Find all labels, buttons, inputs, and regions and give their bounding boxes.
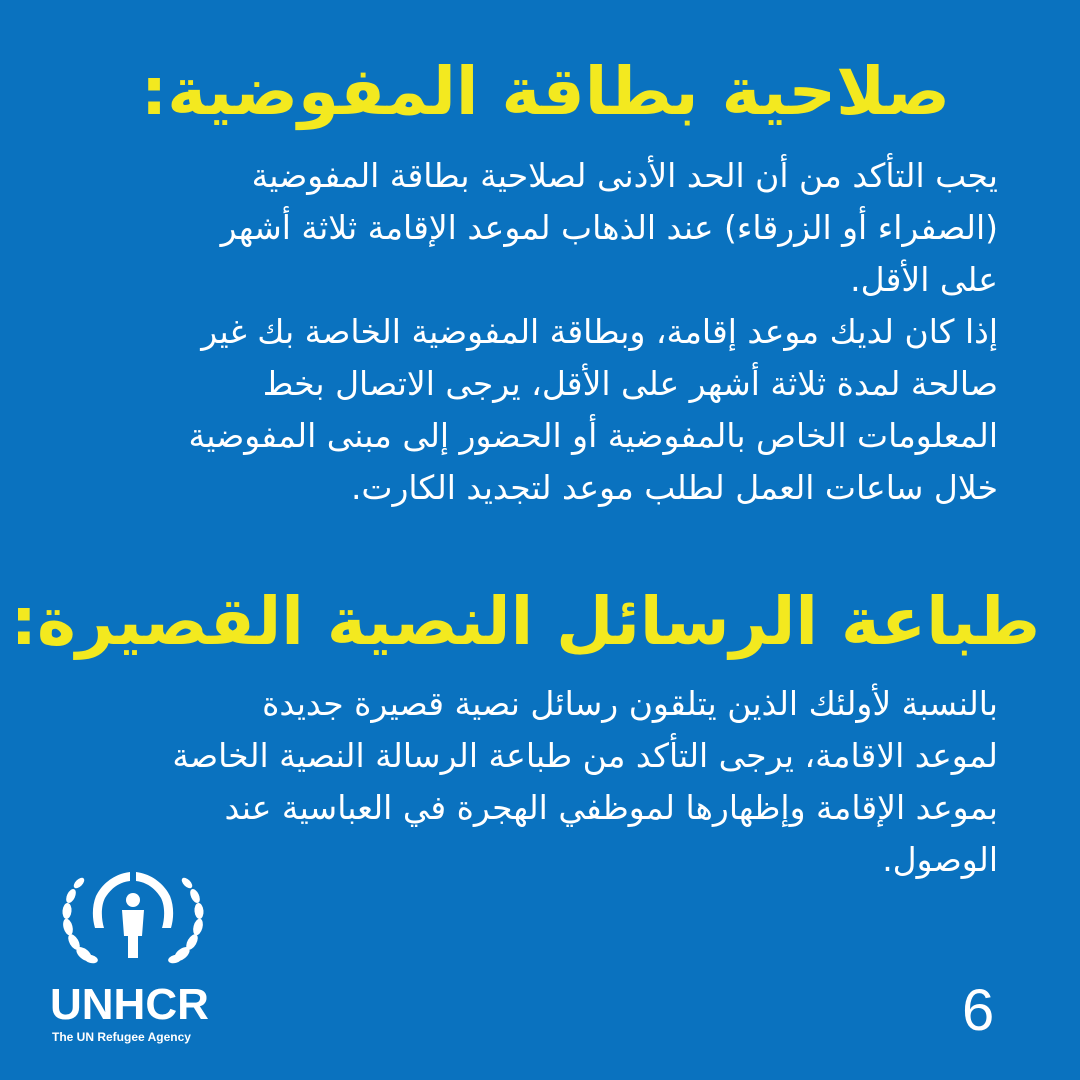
section-title-card-validity: صلاحية بطاقة المفوضية:: [140, 53, 950, 130]
section-body-card-validity: [38, 150, 998, 514]
body-line: صالحة لمدة ثلاثة أشهر على الأقل، يرجى الاتصال بخط: [262, 364, 998, 403]
section-body-sms-printing: [38, 678, 998, 886]
section-title-sms-printing: طباعة الرسائل النصية القصيرة:: [10, 583, 1040, 660]
unhcr-logo: [50, 866, 220, 1046]
unhcr-emblem-icon: [58, 866, 208, 976]
body-line: الوصول.: [882, 840, 998, 879]
unhcr-wordmark: UNHCR: [50, 980, 209, 1029]
page-number: 6: [962, 978, 995, 1043]
body-line: على الأقل.: [850, 260, 998, 299]
body-line: بالنسبة لأولئك الذين يتلقون رسائل نصية قصيرة جديدة: [262, 684, 998, 723]
body-line: يجب التأكد من أن الحد الأدنى لصلاحية بطاقة المفوضية: [251, 156, 998, 195]
unhcr-tagline: The UN Refugee Agency: [52, 1030, 191, 1044]
body-line: لموعد الاقامة، يرجى التأكد من طباعة الرسالة النصية الخاصة: [172, 736, 998, 775]
body-line: بموعد الإقامة وإظهارها لموظفي الهجرة في العباسية عند: [224, 788, 998, 827]
body-line: (الصفراء أو الزرقاء) عند الذهاب لموعد الإقامة ثلاثة أشهر: [220, 208, 998, 247]
body-line: إذا كان لديك موعد إقامة، وبطاقة المفوضية الخاصة بك غير: [201, 312, 998, 351]
body-line: خلال ساعات العمل لطلب موعد لتجديد الكارت.: [350, 468, 998, 507]
body-line: المعلومات الخاص بالمفوضية أو الحضور إلى مبنى المفوضية: [188, 416, 998, 455]
